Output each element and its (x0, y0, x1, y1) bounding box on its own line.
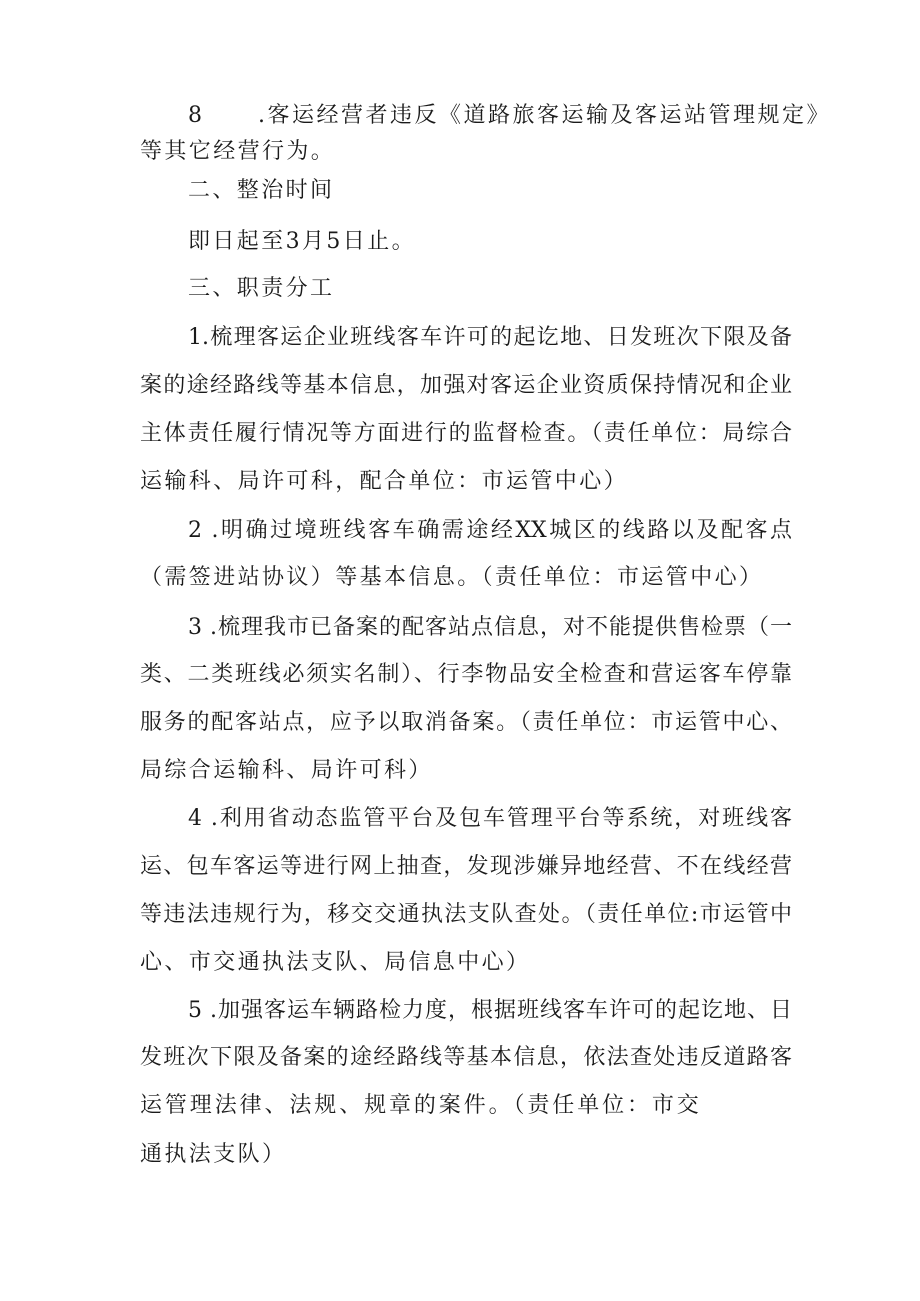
item-4-line-2: 运、包车客运等进行网上抽查，发现涉嫌异地经营、不在线经营 (140, 854, 792, 879)
item-5-line-4: 通执法支队） (140, 1142, 287, 1167)
item-1-line-1: 1.梳理客运企业班线客车许可的起讫地、日发班次下限及备 (188, 325, 792, 350)
item-1-line-4: 运输科、局许可科，配合单位：市运管中心） (140, 469, 629, 494)
item-3-line-3: 服务的配客站点，应予以取消备案。（责任单位：市运管中心、 (140, 710, 792, 735)
section-heading-duties: 三、职责分工 (188, 276, 335, 301)
item-8-number: 8 (188, 103, 205, 128)
section-heading-time: 二、整治时间 (188, 178, 335, 203)
item-1-line-3: 主体责任履行情况等方面进行的监督检查。（责任单位：局综合 (140, 421, 792, 446)
item-4-line-4: 心、市交通执法支队、局信息中心） (140, 950, 531, 975)
item-4-line-1: 4 .利用省动态监管平台及包车管理平台等系统，对班线客 (188, 806, 792, 831)
section-body-time: 即日起至3月5日止。 (188, 229, 416, 254)
item-2-line-1: 2 .明确过境班线客车确需途经XX城区的线路以及配客点 (188, 518, 792, 543)
item-8-line-1: .客运经营者违反《道路旅客运输及客运站管理规定》 (258, 103, 831, 128)
item-3-line-2: 类、二类班线必须实名制）、行李物品安全检查和营运客车停靠 (140, 662, 792, 687)
item-5-line-3: 运管理法律、法规、规章的案件。（责任单位：市交 (140, 1093, 702, 1118)
item-8-line-2: 等其它经营行为。 (140, 139, 336, 164)
item-3-line-4: 局综合运输科、局许可科） (140, 758, 433, 783)
item-5-line-2: 发班次下限及备案的途经路线等基本信息，依法查处违反道路客 (140, 1045, 792, 1070)
item-3-line-1: 3 .梳理我市已备案的配客站点信息，对不能提供售检票（一 (188, 615, 792, 640)
item-1-line-2: 案的途经路线等基本信息，加强对客运企业资质保持情况和企业 (140, 373, 792, 398)
item-5-line-1: 5 .加强客运车辆路检力度，根据班线客车许可的起讫地、日 (188, 998, 792, 1023)
item-2-line-2: （需签进站协议）等基本信息。（责任单位：市运管中心） (140, 565, 764, 590)
item-4-line-3: 等违法违规行为，移交交通执法支队查处。（责任单位:市运管中 (140, 902, 792, 927)
